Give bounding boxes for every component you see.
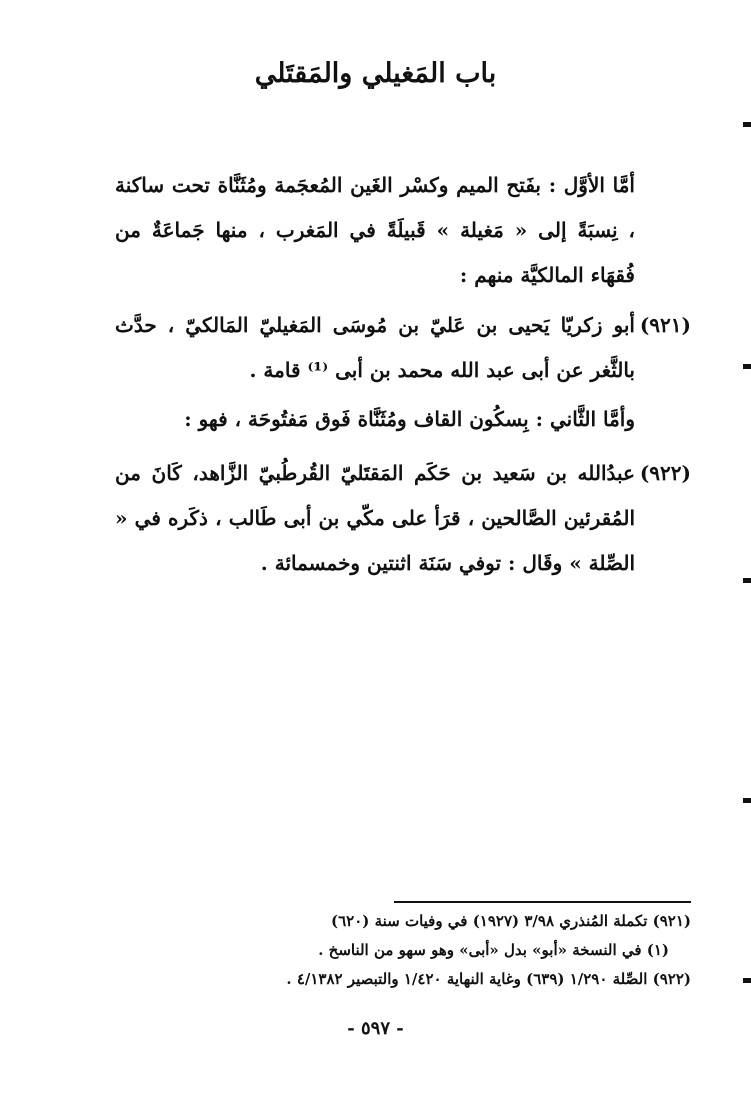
intro-paragraph-first: أمَّا الأوَّل : بفَتح الميم وكسْر الغَين المُعجَمة ومُثَنَّاة تحت ساكنة ، نِسبَةً إلى « مَغيلة » قَبيلَةً في المَغرب ، منها جَماعَةٌ من فُقهَاء المالكيَّة منهم : [115, 173, 635, 287]
scan-edge-mark [743, 978, 751, 983]
scan-edge-mark [743, 122, 751, 127]
footnote-921: (٩٢١) تكملة المُنذري ٣/٩٨ (١٩٢٧) في وفيات سنة (٦٢٠) [330, 912, 691, 930]
page-title: باب المَغيلي والمَقتَلي [254, 58, 497, 89]
scan-edge-mark [743, 364, 751, 369]
footnote-divider [394, 901, 691, 903]
entry-number: (٩٢١) [639, 313, 691, 337]
scan-edge-mark [743, 798, 751, 803]
entry-text: عبدُالله بن سَعيد بن حَكَم المَقتَليّ القُرطُبيّ الزَّاهد، كَانَ من المُقرئين الصَّالحين ، قرَأ على مكّي بن أبى طَالب ، ذكَره في « الصِّلة » وقَال : توفي سَنَة اثنتين وخمسمائة . [115, 461, 635, 575]
footnote-1: (١) في النسخة «أبو» بدل «أبى» وهو سهو من الناسخ . [318, 941, 669, 959]
scan-edge-mark [743, 578, 751, 583]
entry-number: (٩٢٢) [639, 461, 691, 485]
page-number: - ٥٩٧ - [347, 1018, 404, 1039]
footnote-922: (٩٢٢) الصِّلة ١/٢٩٠ (٦٣٩) وغاية النهاية ١/٤٢٠ والتبصير ٤/١٣٨٢ . [286, 970, 691, 988]
intro-paragraph-second: وأمَّا الثَّاني : بِسكُون القاف ومُثَنَّاة فَوق مَفتُوحَة ، فهو : [184, 407, 635, 431]
entry-text: أبو زكريّا يَحيى بن عَليّ بن مُوسَى المَغيليّ المَالكيّ ، حدَّث بالثَّغر عن أبى عبد الله محمد بن أبى ⁽¹⁾ قامة . [115, 313, 635, 382]
